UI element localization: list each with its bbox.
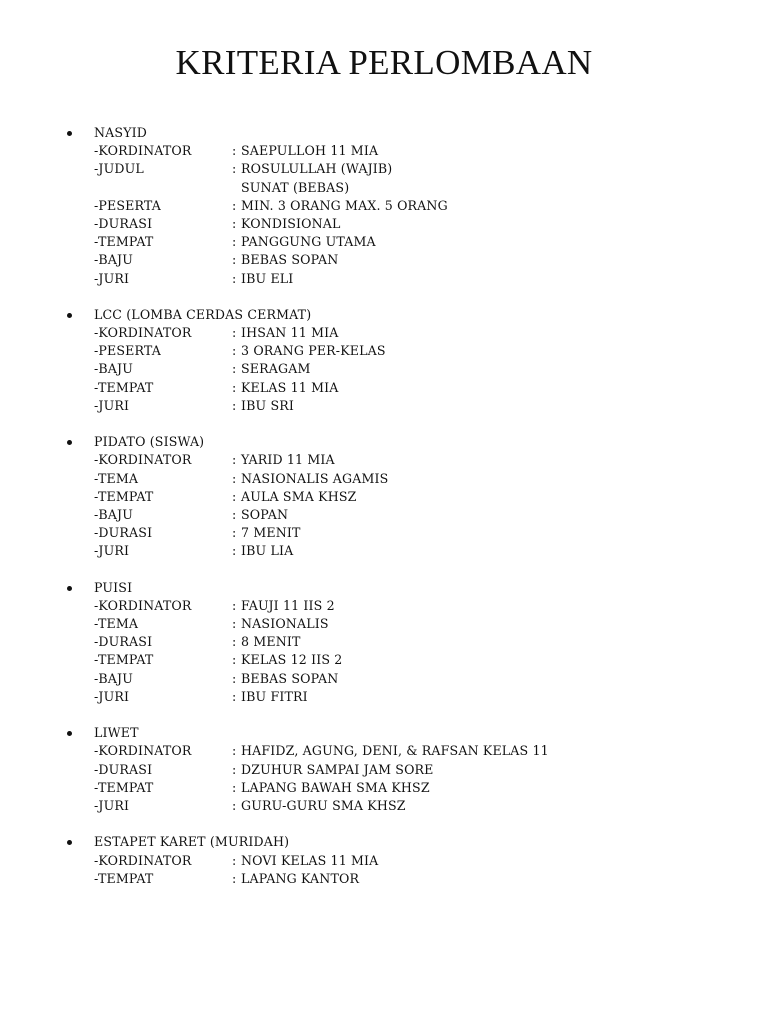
criteria-row: [0, 688, 768, 706]
section-heading: LIWET: [94, 725, 139, 741]
bullet-icon: [67, 731, 72, 736]
criteria-row: [0, 488, 768, 506]
criteria-key: -PESERTA: [94, 343, 162, 359]
criteria-colon: :: [232, 397, 237, 413]
criteria-row: [0, 870, 768, 888]
criteria-colon: :: [232, 761, 237, 777]
criteria-value: 7 MENIT: [241, 525, 301, 541]
criteria-key: -BAJU: [94, 506, 134, 522]
criteria-value: SUNAT (BEBAS): [241, 179, 350, 195]
criteria-key: -JURI: [94, 543, 130, 559]
criteria-row: [0, 342, 768, 360]
criteria-value: IHSAN 11 MIA: [241, 325, 339, 341]
criteria-colon: :: [232, 197, 237, 213]
criteria-key: -TEMA: [94, 470, 139, 486]
criteria-value: NASIONALIS: [241, 616, 329, 632]
criteria-colon: :: [232, 634, 237, 650]
criteria-key: -JURI: [94, 688, 130, 704]
criteria-row: [0, 160, 768, 178]
criteria-value: IBU ELI: [241, 270, 294, 286]
criteria-key: -BAJU: [94, 361, 134, 377]
section-heading: ESTAPET KARET (MURIDAH): [94, 834, 290, 850]
criteria-row: [0, 761, 768, 779]
criteria-value: SOPAN: [241, 506, 289, 522]
section-heading-line: [0, 306, 768, 324]
criteria-row: [0, 542, 768, 560]
criteria-key: -DURASI: [94, 525, 153, 541]
criteria-value: IBU SRI: [241, 397, 294, 413]
criteria-row: [0, 779, 768, 797]
criteria-colon: :: [232, 143, 237, 159]
criteria-row: [0, 324, 768, 342]
criteria-key: -DURASI: [94, 761, 153, 777]
criteria-key: -TEMPAT: [94, 652, 154, 668]
criteria-colon: :: [232, 252, 237, 268]
criteria-key: -KORDINATOR: [94, 325, 192, 341]
criteria-row: [0, 470, 768, 488]
criteria-row: [0, 379, 768, 397]
criteria-colon: :: [232, 215, 237, 231]
criteria-key: -DURASI: [94, 634, 153, 650]
bullet-icon: [67, 586, 72, 591]
criteria-colon: :: [232, 379, 237, 395]
criteria-row: [0, 597, 768, 615]
criteria-row: [0, 524, 768, 542]
criteria-row: [0, 251, 768, 269]
criteria-row: [0, 451, 768, 469]
bullet-icon: [67, 840, 72, 845]
criteria-key: -TEMPAT: [94, 379, 154, 395]
criteria-colon: :: [232, 597, 237, 613]
criteria-colon: :: [232, 161, 237, 177]
document-title: KRITERIA PERLOMBAAN: [175, 43, 593, 82]
criteria-key: -JURI: [94, 270, 130, 286]
criteria-colon: :: [232, 506, 237, 522]
criteria-colon: :: [232, 743, 237, 759]
criteria-row: [0, 506, 768, 524]
criteria-key: -PESERTA: [94, 197, 162, 213]
bullet-icon: [67, 131, 72, 136]
criteria-colon: :: [232, 870, 237, 886]
criteria-value: HAFIDZ, AGUNG, DENI, & RAFSAN KELAS 11: [241, 743, 549, 759]
section-heading: NASYID: [94, 125, 148, 140]
criteria-key: -BAJU: [94, 670, 134, 686]
criteria-row: [0, 797, 768, 815]
criteria-colon: :: [232, 543, 237, 559]
criteria-value: SERAGAM: [241, 361, 311, 377]
bullet-icon: [67, 440, 72, 445]
criteria-key: -JURI: [94, 397, 130, 413]
criteria-colon: :: [232, 234, 237, 250]
criteria-colon: :: [232, 470, 237, 486]
criteria-colon: :: [232, 852, 237, 868]
criteria-value: GURU-GURU SMA KHSZ: [241, 797, 406, 813]
criteria-value: IBU LIA: [241, 543, 294, 559]
competition-section: [0, 306, 768, 415]
criteria-value: KELAS 12 IIS 2: [241, 652, 343, 668]
section-heading: LCC (LOMBA CERDAS CERMAT): [94, 306, 312, 322]
criteria-value: LAPANG BAWAH SMA KHSZ: [241, 779, 430, 795]
criteria-value: BEBAS SOPAN: [241, 670, 339, 686]
criteria-key: -TEMPAT: [94, 870, 154, 886]
criteria-value: NASIONALIS AGAMIS: [241, 470, 389, 486]
criteria-key: -TEMPAT: [94, 779, 154, 795]
criteria-row: [0, 651, 768, 669]
criteria-value: DZUHUR SAMPAI JAM SORE: [241, 761, 434, 777]
competition-section: [0, 724, 768, 815]
criteria-value: FAUJI 11 IIS 2: [241, 597, 335, 613]
competition-section: [0, 579, 768, 706]
criteria-colon: :: [232, 452, 237, 468]
criteria-value: YARID 11 MIA: [241, 452, 335, 468]
bullet-icon: [67, 313, 72, 318]
section-heading: PIDATO (SISWA): [94, 434, 205, 450]
competition-section: [0, 833, 768, 888]
criteria-row: [0, 360, 768, 378]
criteria-value: ROSULULLAH (WAJIB): [241, 161, 393, 177]
criteria-value: MIN. 3 ORANG MAX. 5 ORANG: [241, 197, 448, 213]
criteria-key: -JURI: [94, 797, 130, 813]
criteria-row: [0, 179, 768, 197]
criteria-row: [0, 633, 768, 651]
criteria-colon: :: [232, 779, 237, 795]
criteria-colon: :: [232, 343, 237, 359]
criteria-row: [0, 742, 768, 760]
criteria-colon: :: [232, 616, 237, 632]
criteria-value: IBU FITRI: [241, 688, 308, 704]
criteria-colon: :: [232, 652, 237, 668]
criteria-row: [0, 142, 768, 160]
criteria-row: [0, 233, 768, 251]
competition-section: [0, 124, 768, 288]
competition-section: [0, 433, 768, 560]
criteria-key: -TEMPAT: [94, 488, 154, 504]
criteria-row: [0, 215, 768, 233]
criteria-key: -JUDUL: [94, 161, 144, 177]
criteria-key: -KORDINATOR: [94, 452, 192, 468]
criteria-key: -TEMPAT: [94, 234, 154, 250]
section-heading-line: [0, 433, 768, 451]
criteria-value: LAPANG KANTOR: [241, 870, 360, 886]
criteria-value: 3 ORANG PER-KELAS: [241, 343, 386, 359]
criteria-key: -BAJU: [94, 252, 134, 268]
criteria-row: [0, 615, 768, 633]
criteria-row: [0, 197, 768, 215]
criteria-colon: :: [232, 361, 237, 377]
criteria-colon: :: [232, 325, 237, 341]
criteria-value: NOVI KELAS 11 MIA: [241, 852, 379, 868]
criteria-value: AULA SMA KHSZ: [241, 488, 357, 504]
criteria-colon: :: [232, 797, 237, 813]
section-heading-line: [0, 724, 768, 742]
criteria-colon: :: [232, 488, 237, 504]
criteria-value: 8 MENIT: [241, 634, 301, 650]
section-heading-line: [0, 833, 768, 851]
criteria-colon: :: [232, 688, 237, 704]
criteria-value: KONDISIONAL: [241, 215, 341, 231]
criteria-value: BEBAS SOPAN: [241, 252, 339, 268]
competition-list: [0, 124, 768, 906]
criteria-colon: :: [232, 670, 237, 686]
criteria-row: [0, 670, 768, 688]
criteria-colon: :: [232, 525, 237, 541]
criteria-value: PANGGUNG UTAMA: [241, 234, 376, 250]
criteria-key: -KORDINATOR: [94, 852, 192, 868]
criteria-row: [0, 397, 768, 415]
criteria-key: -KORDINATOR: [94, 597, 192, 613]
criteria-key: -KORDINATOR: [94, 143, 192, 159]
section-heading: PUISI: [94, 579, 133, 595]
criteria-colon: :: [232, 270, 237, 286]
criteria-row: [0, 852, 768, 870]
section-heading-line: [0, 124, 768, 142]
criteria-row: [0, 270, 768, 288]
criteria-key: -TEMA: [94, 616, 139, 632]
section-heading-line: [0, 579, 768, 597]
criteria-key: -DURASI: [94, 215, 153, 231]
criteria-value: SAEPULLOH 11 MIA: [241, 143, 379, 159]
criteria-key: -KORDINATOR: [94, 743, 192, 759]
criteria-value: KELAS 11 MIA: [241, 379, 339, 395]
